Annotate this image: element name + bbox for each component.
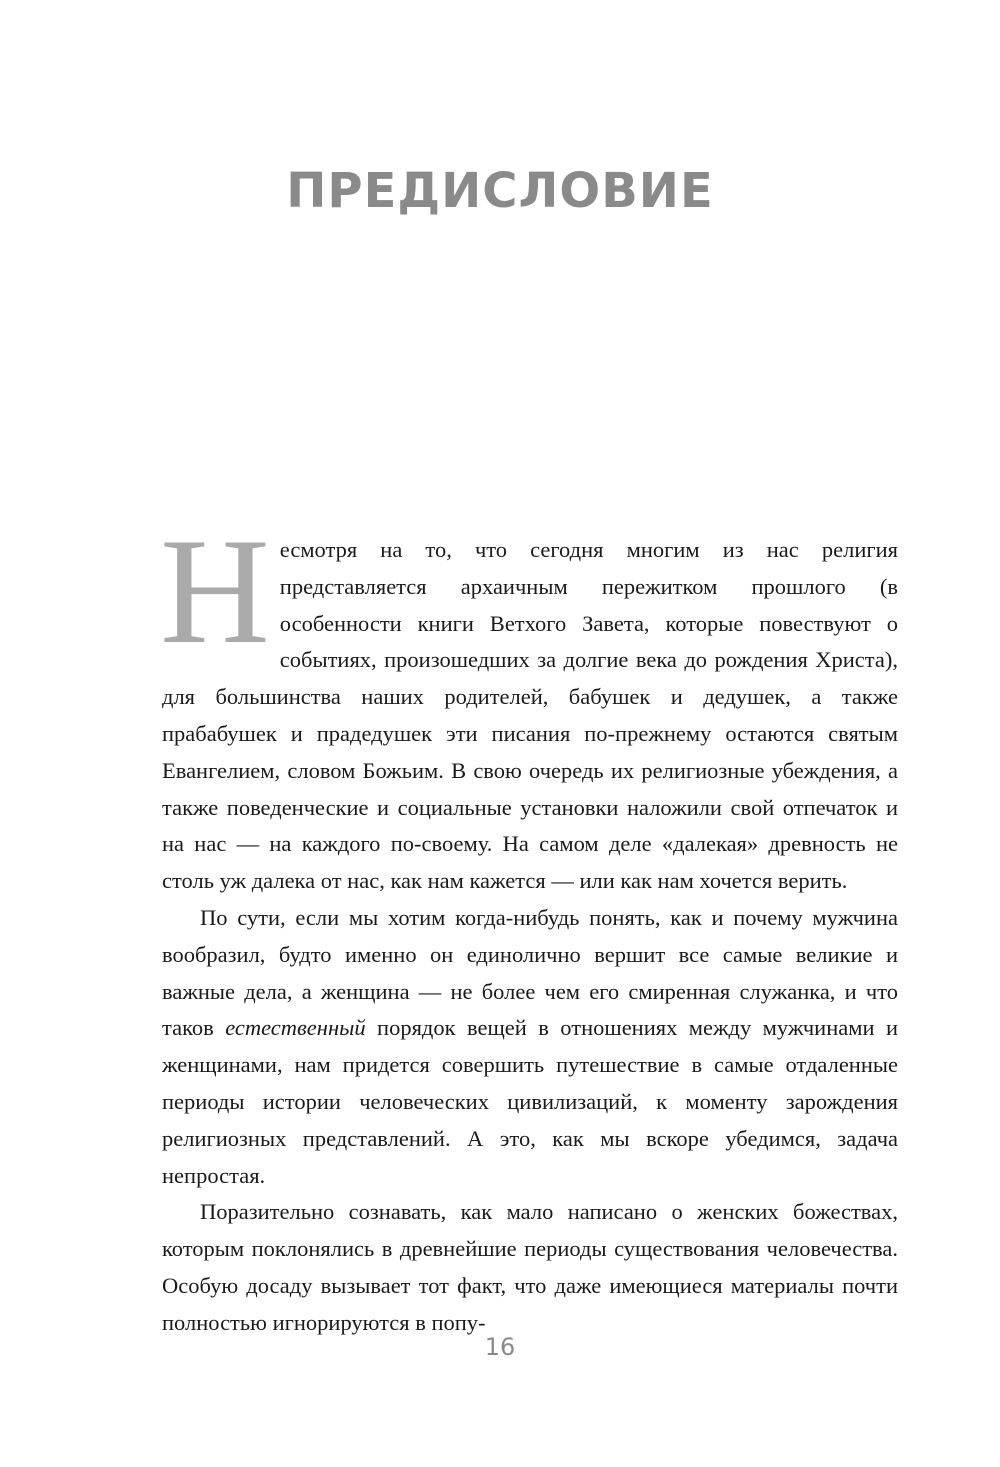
paragraph-1 — [160, 507, 898, 900]
paragraph-2-text-before: По сути, если мы хотим когда-нибудь понять, как и почему мужчина вообразил, будто именно он единолично вершит все самые великие и важные дела, а женщина — не более чем его смиренная служанка, и что таков — [162, 904, 898, 1041]
page-number: 16 — [484, 1333, 516, 1361]
paragraph-3-text: Поразительно сознавать, как мало написано о женских божествах, которым поклонялись в древнейшие периоды существования человечества. Особую досаду вызывает тот факт, что даже имеющиеся материалы почти полностью игнорируются в попу- — [162, 1199, 898, 1335]
paragraph-2-emphasis: естественный — [225, 1015, 366, 1041]
drop-cap-letter: Н — [160, 507, 270, 675]
chapter-title: ПРЕДИСЛОВИЕ — [286, 163, 714, 219]
paragraph-1-text: есмотря на то, что сегодня многим из нас религия представляется архаичным пережитком прошлого (в особенности книги Ветхого Завета, которые повествуют о событиях, произошедших за долгие века до рождения Христа), для большинства наших родителей, бабушек и дедушек, а также прабабушек и прадедушек эти писания по-прежнему остаются святым Евангелием, словом Божьим. В свою очередь их религиозные убеждения, а также поведенческие и социальные установки наложили свой отпечаток и на нас — на каждого по-своему. На самом деле «далекая» древность не столь уж далека от нас, как нам кажется — или как нам хочется верить. — [162, 537, 898, 894]
body-text — [160, 507, 898, 1342]
paragraph-2-text-after: порядок вещей в отношениях между мужчинами и женщинами, нам придется совершить путешествие в самые отдаленные периоды истории человеческих цивилизаций, к моменту зарождения религиозных представлений. А это, как мы вскоре убедимся, задача непростая. — [162, 1015, 898, 1188]
paragraph-3 — [162, 1194, 898, 1341]
paragraph-2 — [162, 900, 898, 1194]
